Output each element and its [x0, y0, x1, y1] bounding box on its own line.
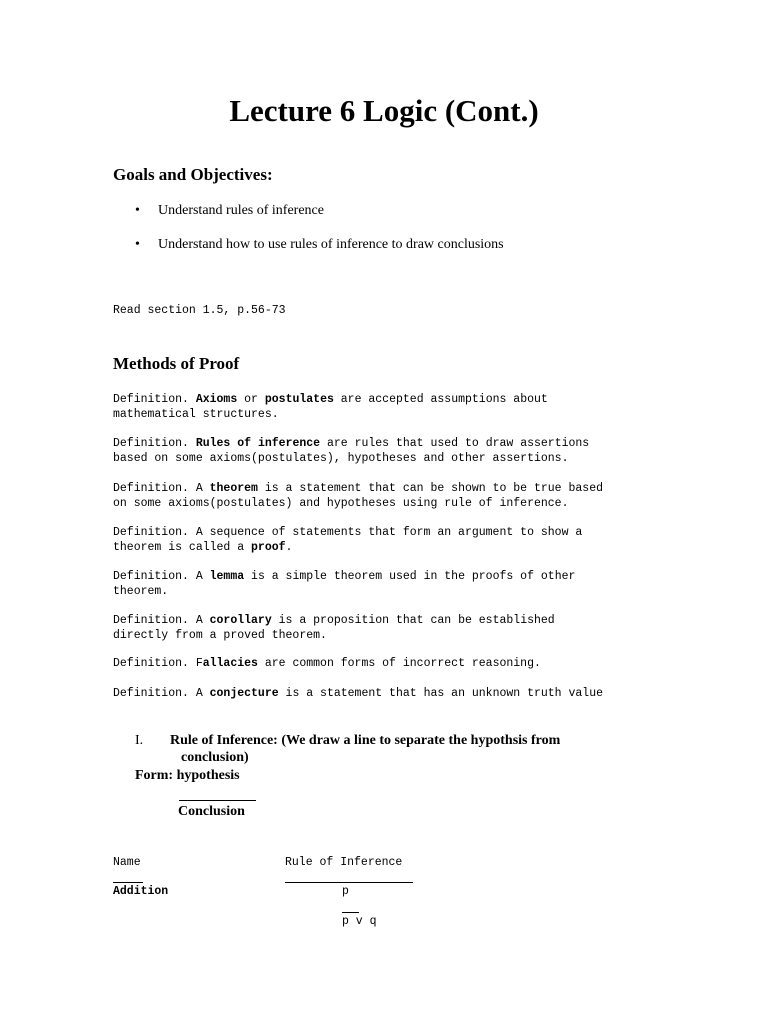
column-header-rule: Rule of Inference — [285, 856, 403, 869]
goal-item — [135, 237, 504, 253]
header-underline — [113, 882, 143, 883]
definition-text: is a statement that has an unknown truth value — [278, 687, 603, 700]
rule-section-heading-line2: conclusion) — [181, 750, 249, 765]
definition-prefix: Definition. F — [113, 657, 203, 670]
column-header-name: Name — [113, 856, 141, 869]
definition-conjecture — [113, 686, 673, 701]
bullet-icon: • — [135, 203, 140, 218]
definition-rules-of-inference — [113, 436, 673, 466]
definition-theorem — [113, 481, 673, 511]
definition-prefix: Definition. A — [113, 614, 210, 627]
definition-prefix: Definition. A — [113, 687, 210, 700]
conclusion-label: Conclusion — [178, 804, 245, 819]
definition-fallacies — [113, 656, 673, 671]
definition-axioms — [113, 392, 673, 422]
definition-text: are common forms of incorrect reasoning. — [257, 657, 541, 670]
definition-text: or — [237, 393, 265, 406]
definition-text: . — [285, 541, 293, 554]
definition-text: are accepted assumptions about mathematical structures. — [113, 393, 548, 421]
inference-line — [342, 912, 359, 913]
definition-term: lemma — [209, 570, 245, 583]
definition-corollary — [113, 613, 673, 643]
definition-term: conjecture — [209, 687, 279, 700]
goal-item-text: Understand how to use rules of inference to draw conclusions — [158, 237, 504, 252]
definition-term: Rules of inference — [195, 437, 321, 450]
goal-item-text: Understand rules of inference — [158, 203, 324, 218]
definition-proof — [113, 525, 673, 555]
page-title: Lecture 6 Logic (Cont.) — [229, 93, 539, 128]
definition-text: is a proposition that can be established directly from a proved theorem. — [113, 614, 555, 642]
goal-item — [135, 203, 324, 219]
definition-term: proof — [251, 541, 286, 554]
definition-prefix: Definition. A — [113, 482, 210, 495]
definition-prefix: Definition. A sequence of statements that form an argument to show a theorem is called a — [113, 526, 583, 554]
form-label: Form: hypothesis — [135, 768, 240, 783]
definition-text: is a simple theorem used in the proofs of other theorem. — [113, 570, 576, 598]
definition-prefix: Definition. — [113, 393, 196, 406]
rule-section-heading-line1: Rule of Inference: (We draw a line to separate the hypothsis from — [170, 733, 561, 748]
definition-prefix: Definition. A — [113, 570, 210, 583]
bullet-icon: • — [135, 237, 140, 252]
separator-line — [179, 800, 256, 801]
methods-heading: Methods of Proof — [113, 354, 240, 373]
goals-heading: Goals and Objectives: — [113, 165, 273, 184]
definition-lemma — [113, 569, 673, 599]
definition-term: allacies — [202, 657, 258, 670]
definition-term: corollary — [209, 614, 272, 627]
definition-text: is a statement that can be shown to be true based on some axioms(postulates) and hypotheses using rule of inference. — [113, 482, 603, 510]
definition-prefix: Definition. — [113, 437, 196, 450]
rule-name: Addition — [113, 885, 169, 898]
section-numeral: I. — [135, 733, 144, 748]
definition-term: postulates — [264, 393, 334, 406]
definition-text: are rules that used to draw assertions based on some axioms(postulates), hypotheses and other assertions. — [113, 437, 590, 465]
rule-premise: p — [342, 885, 349, 898]
definition-term: theorem — [209, 482, 258, 495]
header-underline — [285, 882, 413, 883]
definition-term: Axioms — [195, 393, 238, 406]
reading-assignment: Read section 1.5, p.56-73 — [113, 304, 286, 317]
rule-conclusion: p v q — [342, 915, 377, 928]
